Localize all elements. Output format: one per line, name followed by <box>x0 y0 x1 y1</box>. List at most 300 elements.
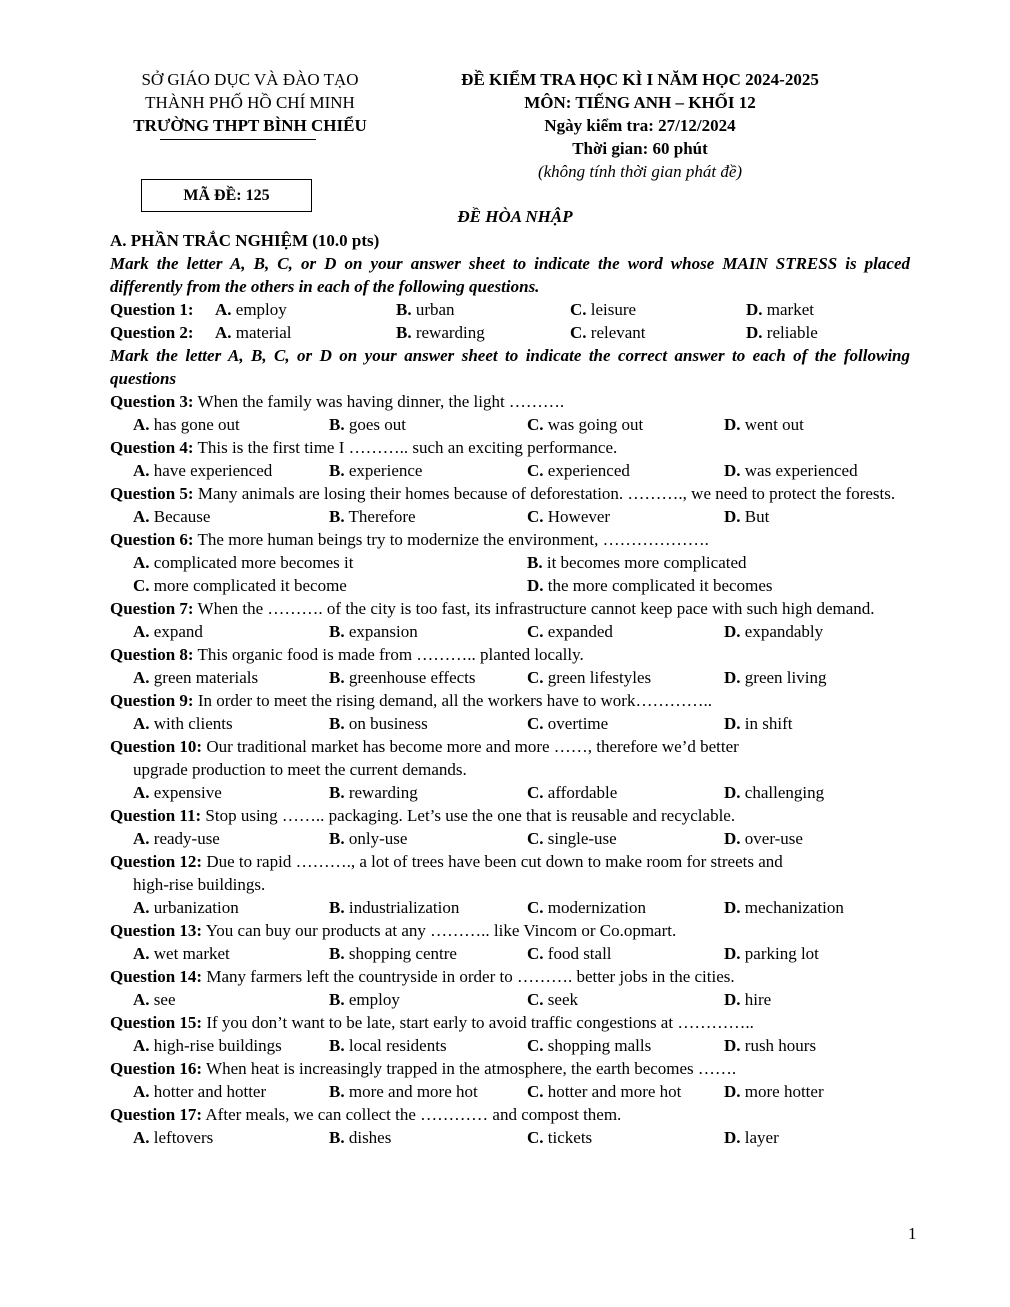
options-row <box>110 1080 910 1103</box>
option-text: with clients <box>153 714 233 733</box>
option-b[interactable] <box>329 1126 391 1149</box>
question-13 <box>110 919 910 965</box>
exam-duration: Thời gian: 60 phút <box>572 139 708 158</box>
option-letter: D. <box>724 622 741 641</box>
option-b[interactable] <box>329 1034 447 1057</box>
question-stem <box>110 482 910 505</box>
question-text: Many farmers left the countryside in order to ………. better jobs in the cities. <box>206 967 735 986</box>
option-text: shopping malls <box>547 1036 652 1055</box>
question-stem <box>110 850 910 873</box>
question-11 <box>110 804 910 850</box>
option-letter: C. <box>527 1082 544 1101</box>
options-row <box>110 551 910 574</box>
option-d[interactable] <box>724 712 792 735</box>
question-text-continued <box>110 873 910 896</box>
option-text: see <box>153 990 176 1009</box>
page-number: 1 <box>908 1224 917 1243</box>
option-b[interactable] <box>396 321 485 344</box>
options-row <box>110 413 910 436</box>
option-letter: A. <box>133 507 150 526</box>
option-letter: A. <box>215 300 232 319</box>
option-text: seek <box>547 990 578 1009</box>
options-row <box>110 712 910 735</box>
option-letter: D. <box>724 1036 741 1055</box>
question-text: When the ………. of the city is too fast, its infrastructure cannot keep pace with such high demand. <box>197 599 875 618</box>
question-text: After meals, we can collect the ………… and compost them. <box>205 1105 622 1124</box>
options-row <box>110 505 910 528</box>
option-text: employ <box>235 300 287 319</box>
option-text: more and more hot <box>348 1082 478 1101</box>
option-text: green living <box>744 668 827 687</box>
exam-code-box: MÃ ĐỀ: 125 <box>141 179 312 212</box>
option-letter: B. <box>396 300 412 319</box>
school-underline <box>160 139 316 140</box>
option-letter: D. <box>527 576 544 595</box>
option-letter: A. <box>133 990 150 1009</box>
option-a[interactable] <box>133 712 233 735</box>
exam-subject: MÔN: TIẾNG ANH – KHỐI 12 <box>524 93 756 112</box>
option-c[interactable] <box>527 1080 681 1103</box>
option-text: shopping centre <box>348 944 457 963</box>
header-right <box>400 68 880 183</box>
option-text: expanded <box>547 622 613 641</box>
option-letter: B. <box>329 1082 345 1101</box>
options-row <box>110 781 910 804</box>
option-text: layer <box>744 1128 779 1147</box>
option-a[interactable] <box>215 298 287 321</box>
question-7 <box>110 597 910 643</box>
option-c[interactable] <box>527 942 612 965</box>
question-line <box>110 298 910 321</box>
option-a[interactable] <box>133 413 240 436</box>
option-d[interactable] <box>724 459 858 482</box>
option-letter: B. <box>329 507 345 526</box>
option-c[interactable] <box>527 781 617 804</box>
exam-content <box>110 229 910 1149</box>
option-letter: D. <box>724 668 741 687</box>
question-number: Question 7: <box>110 599 194 618</box>
option-letter: C. <box>527 829 544 848</box>
option-a[interactable] <box>133 781 222 804</box>
option-letter: C. <box>527 898 544 917</box>
option-letter: C. <box>133 576 150 595</box>
option-letter: D. <box>746 323 763 342</box>
question-text: Many animals are losing their homes because of deforestation. ………., we need to protect the forests. <box>197 484 896 503</box>
question-5 <box>110 482 910 528</box>
question-number: Question 15: <box>110 1013 203 1032</box>
option-letter: D. <box>724 507 741 526</box>
option-text: only-use <box>348 829 408 848</box>
option-text: dishes <box>348 1128 392 1147</box>
question-number: Question 12: <box>110 852 203 871</box>
option-text: food stall <box>547 944 612 963</box>
option-text: leisure <box>590 300 637 319</box>
option-letter: B. <box>329 622 345 641</box>
option-text: rush hours <box>744 1036 817 1055</box>
option-b[interactable] <box>329 942 457 965</box>
option-text: market <box>766 300 814 319</box>
option-c[interactable] <box>527 666 651 689</box>
option-text: reliable <box>766 323 818 342</box>
question-text: When heat is increasingly trapped in the atmosphere, the earth becomes ……. <box>206 1059 737 1078</box>
option-a[interactable] <box>133 459 272 482</box>
option-letter: A. <box>133 1036 150 1055</box>
option-text: hire <box>744 990 772 1009</box>
question-stem <box>110 919 910 942</box>
option-d[interactable] <box>724 942 819 965</box>
option-text: has gone out <box>153 415 240 434</box>
option-b[interactable] <box>329 827 407 850</box>
question-number: Question 2: <box>110 323 194 342</box>
question-stem <box>110 735 910 758</box>
option-b[interactable] <box>329 505 416 528</box>
options-row <box>110 574 910 597</box>
option-text: Therefore <box>348 507 416 526</box>
option-text: more hotter <box>744 1082 824 1101</box>
option-letter: A. <box>133 668 150 687</box>
header-left <box>100 68 400 137</box>
option-a[interactable] <box>133 1034 282 1057</box>
question-10 <box>110 735 910 804</box>
option-text: affordable <box>547 783 618 802</box>
option-letter: A. <box>133 461 150 480</box>
option-text: But <box>744 507 770 526</box>
option-letter: D. <box>724 944 741 963</box>
option-letter: C. <box>527 622 544 641</box>
option-text: local residents <box>348 1036 447 1055</box>
option-letter: B. <box>329 990 345 1009</box>
option-b[interactable] <box>527 551 747 574</box>
question-14 <box>110 965 910 1011</box>
option-a[interactable] <box>133 1080 266 1103</box>
option-text: relevant <box>590 323 646 342</box>
option-a[interactable] <box>133 988 176 1011</box>
option-c[interactable] <box>527 1034 651 1057</box>
question-2 <box>110 321 910 344</box>
question-16 <box>110 1057 910 1103</box>
option-c[interactable] <box>527 1126 592 1149</box>
question-1 <box>110 298 910 321</box>
exam-date: Ngày kiểm tra: 27/12/2024 <box>544 116 736 135</box>
option-c[interactable] <box>570 298 636 321</box>
option-a[interactable] <box>133 896 239 919</box>
option-b[interactable] <box>329 896 459 919</box>
question-number: Question 1: <box>110 300 194 319</box>
option-letter: C. <box>527 415 544 434</box>
instruction-correct-answer: Mark the letter A, B, C, or D on your answer sheet to indicate the correct answer to each of the following questions <box>110 346 910 388</box>
option-text: tickets <box>547 1128 593 1147</box>
question-number: Question 3: <box>110 392 194 411</box>
option-d[interactable] <box>724 505 769 528</box>
option-letter: D. <box>724 829 741 848</box>
option-text: urbanization <box>153 898 239 917</box>
option-text: goes out <box>348 415 406 434</box>
question-text-2: high-rise buildings. <box>133 875 266 894</box>
option-d[interactable] <box>724 988 771 1011</box>
question-text: This is the first time I ……….. such an exciting performance. <box>197 438 618 457</box>
option-text: parking lot <box>744 944 819 963</box>
option-c[interactable] <box>527 896 646 919</box>
option-text: leftovers <box>153 1128 214 1147</box>
option-letter: A. <box>133 415 150 434</box>
question-number: Question 4: <box>110 438 194 457</box>
question-text: The more human beings try to modernize the environment, ………………. <box>197 530 709 549</box>
option-letter: D. <box>724 783 741 802</box>
question-number: Question 17: <box>110 1105 203 1124</box>
question-4 <box>110 436 910 482</box>
question-stem <box>110 689 910 712</box>
question-number: Question 16: <box>110 1059 203 1078</box>
option-d[interactable] <box>724 1080 824 1103</box>
option-letter: D. <box>724 714 741 733</box>
option-b[interactable] <box>329 1080 478 1103</box>
option-d[interactable] <box>746 298 814 321</box>
option-letter: B. <box>329 1128 345 1147</box>
option-a[interactable] <box>133 505 210 528</box>
question-stem <box>110 1011 910 1034</box>
option-c[interactable] <box>527 459 630 482</box>
question-9 <box>110 689 910 735</box>
option-b[interactable] <box>329 988 400 1011</box>
option-letter: B. <box>329 829 345 848</box>
option-letter: B. <box>527 553 543 572</box>
option-text: overtime <box>547 714 609 733</box>
option-letter: D. <box>724 1128 741 1147</box>
option-text: was going out <box>547 415 644 434</box>
option-d[interactable] <box>724 1126 779 1149</box>
option-text: expandably <box>744 622 824 641</box>
options-row <box>110 666 910 689</box>
option-letter: B. <box>329 1036 345 1055</box>
option-letter: D. <box>724 1082 741 1101</box>
option-text: over-use <box>744 829 803 848</box>
options-row <box>110 1034 910 1057</box>
option-text: wet market <box>153 944 230 963</box>
option-text: it becomes more complicated <box>546 553 747 572</box>
question-stem <box>110 804 910 827</box>
option-b[interactable] <box>329 413 406 436</box>
question-text-continued <box>110 758 910 781</box>
question-number: Question 10: <box>110 737 203 756</box>
question-stem <box>110 965 910 988</box>
option-d[interactable] <box>724 666 826 689</box>
question-text: In order to meet the rising demand, all the workers have to work………….. <box>197 691 712 710</box>
options-row <box>110 942 910 965</box>
option-text: However <box>547 507 611 526</box>
duration-note: (không tính thời gian phát đề) <box>537 162 743 181</box>
option-letter: D. <box>746 300 763 319</box>
option-text: high-rise buildings <box>153 1036 282 1055</box>
option-a[interactable] <box>133 827 220 850</box>
option-b[interactable] <box>329 459 422 482</box>
department-line-2: THÀNH PHỐ HỒ CHÍ MINH <box>145 93 355 112</box>
option-d[interactable] <box>724 827 803 850</box>
exam-type: ĐỀ HÒA NHẬP <box>457 207 573 226</box>
option-text: in shift <box>744 714 793 733</box>
option-d[interactable] <box>724 413 804 436</box>
question-text: This organic food is made from ……….. planted locally. <box>197 645 584 664</box>
option-letter: B. <box>329 944 345 963</box>
option-c[interactable] <box>527 505 610 528</box>
question-text: If you don’t want to be late, start early to avoid traffic congestions at ………….. <box>206 1013 754 1032</box>
option-letter: B. <box>396 323 412 342</box>
options-row <box>110 896 910 919</box>
option-d[interactable] <box>724 781 824 804</box>
option-text: expansion <box>348 622 418 641</box>
question-3 <box>110 390 910 436</box>
option-c[interactable] <box>570 321 646 344</box>
option-text: complicated more becomes it <box>153 553 354 572</box>
question-text-2: upgrade production to meet the current demands. <box>133 760 467 779</box>
question-stem <box>110 643 910 666</box>
option-text: more complicated it become <box>153 576 347 595</box>
section-title: A. PHẦN TRẮC NGHIỆM (10.0 pts) <box>110 231 380 250</box>
option-letter: B. <box>329 415 345 434</box>
option-letter: A. <box>133 1082 150 1101</box>
option-letter: A. <box>133 898 150 917</box>
option-b[interactable] <box>396 298 455 321</box>
option-text: have experienced <box>153 461 273 480</box>
option-text: challenging <box>744 783 825 802</box>
option-letter: B. <box>329 783 345 802</box>
option-text: rewarding <box>348 783 418 802</box>
option-letter: A. <box>133 1128 150 1147</box>
option-d[interactable] <box>724 620 823 643</box>
option-text: was experienced <box>744 461 858 480</box>
question-12 <box>110 850 910 919</box>
option-text: expensive <box>153 783 222 802</box>
option-b[interactable] <box>329 620 418 643</box>
question-number: Question 8: <box>110 645 194 664</box>
option-text: employ <box>348 990 400 1009</box>
options-row <box>110 988 910 1011</box>
instruction-stress: Mark the letter A, B, C, or D on your answer sheet to indicate the word whose MAIN STRESS is placed differently from the others in each of the following questions. <box>110 254 910 296</box>
question-text: You can buy our products at any ……….. like Vincom or Co.opmart. <box>205 921 677 940</box>
option-letter: B. <box>329 461 345 480</box>
option-letter: B. <box>329 714 345 733</box>
question-text: Due to rapid ………., a lot of trees have been cut down to make room for streets and <box>206 852 783 871</box>
option-text: hotter and more hot <box>547 1082 682 1101</box>
option-a[interactable] <box>133 620 203 643</box>
option-text: single-use <box>547 829 617 848</box>
question-text: Stop using …….. packaging. Let’s use the one that is reusable and recyclable. <box>205 806 736 825</box>
question-text: When the family was having dinner, the light ………. <box>197 392 565 411</box>
option-a[interactable] <box>133 666 258 689</box>
option-d[interactable] <box>746 321 818 344</box>
question-stem <box>110 528 910 551</box>
option-text: green materials <box>153 668 259 687</box>
option-a[interactable] <box>133 1126 213 1149</box>
question-number: Question 14: <box>110 967 203 986</box>
option-text: green lifestyles <box>547 668 652 687</box>
option-letter: C. <box>527 783 544 802</box>
option-text: experienced <box>547 461 630 480</box>
option-text: material <box>235 323 292 342</box>
option-c[interactable] <box>133 574 347 597</box>
question-number: Question 6: <box>110 530 194 549</box>
option-letter: A. <box>133 622 150 641</box>
option-letter: C. <box>527 507 544 526</box>
option-letter: D. <box>724 990 741 1009</box>
question-number: Question 13: <box>110 921 203 940</box>
option-letter: D. <box>724 415 741 434</box>
option-text: mechanization <box>744 898 844 917</box>
option-text: rewarding <box>415 323 485 342</box>
option-letter: C. <box>527 944 544 963</box>
option-letter: A. <box>133 944 150 963</box>
option-letter: C. <box>570 323 587 342</box>
option-b[interactable] <box>329 712 428 735</box>
question-text: Our traditional market has become more and more ……, therefore we’d better <box>206 737 739 756</box>
option-text: urban <box>415 300 455 319</box>
option-letter: A. <box>133 783 150 802</box>
option-c[interactable] <box>527 988 578 1011</box>
option-letter: C. <box>527 714 544 733</box>
option-a[interactable] <box>215 321 291 344</box>
option-letter: A. <box>215 323 232 342</box>
option-letter: D. <box>724 898 741 917</box>
question-number: Question 9: <box>110 691 194 710</box>
question-stem <box>110 1057 910 1080</box>
option-letter: B. <box>329 668 345 687</box>
options-row <box>110 459 910 482</box>
question-number: Question 5: <box>110 484 194 503</box>
option-d[interactable] <box>724 896 844 919</box>
option-letter: B. <box>329 898 345 917</box>
option-text: modernization <box>547 898 646 917</box>
option-text: ready-use <box>153 829 220 848</box>
question-stem <box>110 1103 910 1126</box>
option-letter: A. <box>133 829 150 848</box>
option-c[interactable] <box>527 712 608 735</box>
option-a[interactable] <box>133 551 353 574</box>
exam-title: ĐỀ KIỂM TRA HỌC KÌ I NĂM HỌC 2024-2025 <box>461 70 819 89</box>
option-letter: C. <box>527 990 544 1009</box>
question-line <box>110 321 910 344</box>
question-8 <box>110 643 910 689</box>
option-letter: A. <box>133 553 150 572</box>
option-c[interactable] <box>527 620 613 643</box>
option-text: on business <box>348 714 428 733</box>
option-c[interactable] <box>527 827 617 850</box>
option-text: went out <box>744 415 804 434</box>
options-row <box>110 1126 910 1149</box>
question-number: Question 11: <box>110 806 202 825</box>
option-a[interactable] <box>133 942 230 965</box>
option-letter: C. <box>527 1128 544 1147</box>
option-text: expand <box>153 622 203 641</box>
option-text: experience <box>348 461 423 480</box>
department-line-1: SỞ GIÁO DỤC VÀ ĐÀO TẠO <box>141 70 359 89</box>
option-letter: C. <box>570 300 587 319</box>
option-letter: D. <box>724 461 741 480</box>
option-text: Because <box>153 507 211 526</box>
option-letter: C. <box>527 1036 544 1055</box>
option-c[interactable] <box>527 413 643 436</box>
option-b[interactable] <box>329 666 476 689</box>
question-6 <box>110 528 910 597</box>
option-letter: A. <box>133 714 150 733</box>
options-row <box>110 620 910 643</box>
option-d[interactable] <box>527 574 772 597</box>
option-d[interactable] <box>724 1034 816 1057</box>
option-text: greenhouse effects <box>348 668 476 687</box>
option-letter: C. <box>527 668 544 687</box>
option-b[interactable] <box>329 781 418 804</box>
question-stem <box>110 597 910 620</box>
question-15 <box>110 1011 910 1057</box>
school-name: TRƯỜNG THPT BÌNH CHIỂU <box>133 116 367 135</box>
